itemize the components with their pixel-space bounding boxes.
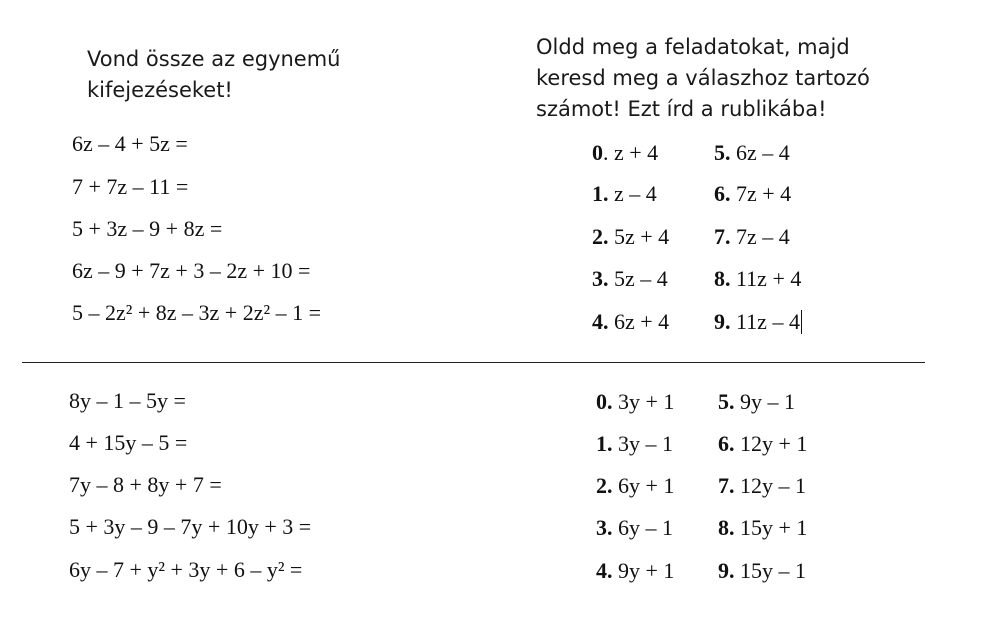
answer-number: 3 (592, 266, 603, 291)
answer-number: 7 (718, 473, 729, 498)
answer-number: 2 (596, 473, 607, 498)
answer-option-z-0 (592, 140, 658, 166)
answer-option-y-1 (596, 431, 673, 457)
answer-number: 4 (592, 309, 603, 334)
answer-separator: . (729, 431, 735, 456)
answer-expression: 5z + 4 (614, 224, 670, 249)
answer-option-z-8 (714, 266, 801, 292)
answer-option-z-5 (714, 140, 790, 166)
answer-expression: z – 4 (614, 181, 657, 206)
answer-option-z-6 (714, 181, 791, 207)
answer-option-z-7 (714, 224, 790, 250)
expression-y-1: 8y – 1 – 5y = (69, 388, 186, 413)
answer-number: 3 (596, 515, 607, 540)
answer-option-z-9 (714, 309, 802, 335)
answer-expression: 7z – 4 (736, 224, 790, 249)
answer-number: 5 (714, 140, 725, 165)
answer-expression: 15y – 1 (740, 558, 806, 583)
answer-separator: . (729, 558, 735, 583)
answer-expression: 6y – 1 (618, 515, 673, 540)
answer-number: 6 (714, 181, 725, 206)
answer-expression: z + 4 (614, 140, 659, 165)
answer-separator: . (729, 515, 735, 540)
answer-separator: . (607, 473, 613, 498)
answer-separator: . (725, 309, 731, 334)
answer-expression: 15y + 1 (740, 515, 808, 540)
answer-separator: . (729, 389, 735, 414)
expression-z-1: 6z – 4 + 5z = (72, 131, 188, 156)
answer-option-y-3 (596, 515, 673, 541)
answer-expression: 11z – 4 (736, 309, 800, 334)
expression-z-4: 6z – 9 + 7z + 3 – 2z + 10 = (72, 258, 311, 283)
answer-separator: . (603, 140, 609, 165)
answer-expression: 12y + 1 (740, 431, 808, 456)
answer-expression: 3y – 1 (618, 431, 673, 456)
answer-expression: 9y + 1 (618, 558, 675, 583)
answer-number: 1 (592, 181, 603, 206)
answer-number: 4 (596, 558, 607, 583)
answer-option-y-2 (596, 473, 674, 499)
answer-option-y-5 (718, 389, 795, 415)
answer-separator: . (603, 309, 609, 334)
answer-number: 7 (714, 224, 725, 249)
answer-separator: . (603, 181, 609, 206)
answer-separator: . (607, 558, 613, 583)
answer-option-z-1 (592, 181, 657, 207)
text-cursor (801, 310, 802, 334)
answer-separator: . (603, 266, 609, 291)
answer-option-z-2 (592, 224, 669, 250)
answer-number: 2 (592, 224, 603, 249)
answer-separator: . (725, 224, 731, 249)
answer-separator: . (603, 224, 609, 249)
expression-y-5: 6y – 7 + y² + 3y + 6 – y² = (69, 557, 303, 582)
answer-number: 0 (596, 389, 607, 414)
answer-separator: . (607, 389, 613, 414)
answer-expression: 5z – 4 (614, 266, 668, 291)
answer-option-y-4 (596, 558, 674, 584)
answer-separator: . (725, 266, 731, 291)
answer-expression: 12y – 1 (740, 473, 806, 498)
answer-separator: . (729, 473, 735, 498)
answer-separator: . (725, 181, 731, 206)
answer-option-z-4 (592, 309, 669, 335)
expression-z-2: 7 + 7z – 11 = (72, 174, 189, 199)
answer-number: 0 (592, 140, 603, 165)
answer-option-y-6 (718, 431, 807, 457)
expression-y-4: 5 + 3y – 9 – 7y + 10y + 3 = (69, 514, 312, 539)
answer-number: 9 (718, 558, 729, 583)
answer-expression: 11z + 4 (736, 266, 802, 291)
answer-number: 9 (714, 309, 725, 334)
answer-separator: . (725, 140, 731, 165)
answer-expression: 9y – 1 (740, 389, 795, 414)
answer-separator: . (607, 431, 613, 456)
expression-y-2: 4 + 15y – 5 = (69, 430, 188, 455)
answer-expression: 6z – 4 (736, 140, 790, 165)
section-divider (22, 362, 925, 363)
answer-expression: 6y + 1 (618, 473, 675, 498)
expression-y-3: 7y – 8 + 8y + 7 = (69, 472, 222, 497)
answer-expression: 7z + 4 (736, 181, 792, 206)
answer-separator: . (607, 515, 613, 540)
answer-number: 6 (718, 431, 729, 456)
answer-option-y-0 (596, 389, 674, 415)
answer-option-z-3 (592, 266, 668, 292)
answer-expression: 3y + 1 (618, 389, 675, 414)
right-instruction: Oldd meg a feladatokat, majd keresd meg a válaszhoz tartozó számot! Ezt írd a rublikába! (536, 35, 870, 121)
answer-number: 8 (714, 266, 725, 291)
answer-expression: 6z + 4 (614, 309, 670, 334)
answer-number: 1 (596, 431, 607, 456)
expression-z-5: 5 – 2z² + 8z – 3z + 2z² – 1 = (72, 300, 321, 325)
answer-number: 5 (718, 389, 729, 414)
answer-option-y-9 (718, 558, 806, 584)
expression-z-3: 5 + 3z – 9 + 8z = (72, 216, 223, 241)
answer-number: 8 (718, 515, 729, 540)
answer-option-y-8 (718, 515, 807, 541)
answer-option-y-7 (718, 473, 806, 499)
left-instruction: Vond össze az egynemű kifejezéseket! (87, 47, 341, 102)
